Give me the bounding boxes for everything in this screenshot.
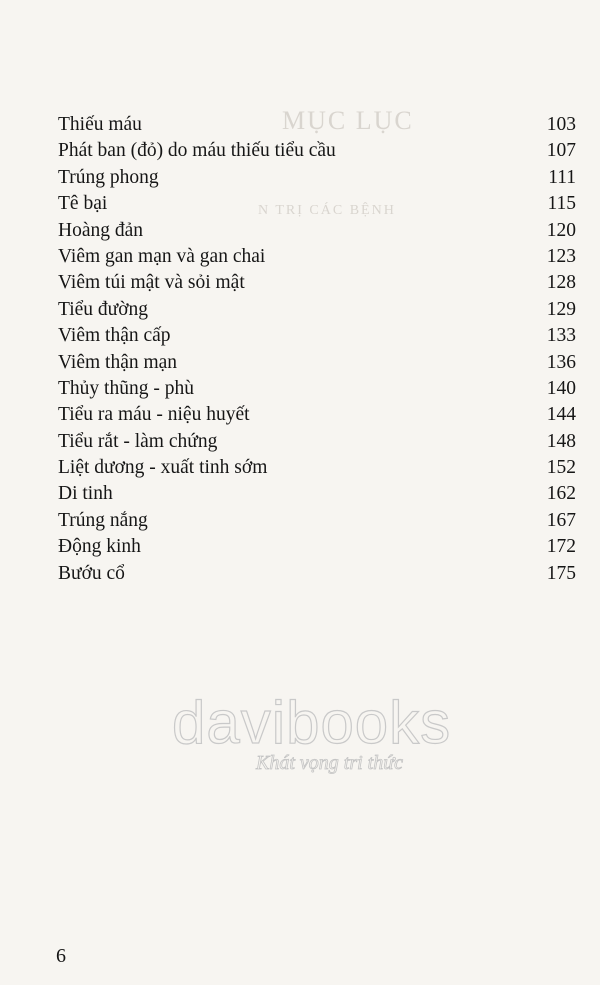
toc-entry — [58, 376, 578, 402]
toc-entry-title: Trúng nắng — [58, 509, 148, 531]
toc-entry — [58, 218, 578, 244]
toc-entry-title: Tiểu ra máu - niệu huyết — [58, 404, 250, 426]
toc-entry-title: Tê bại — [58, 193, 108, 215]
toc-entry — [58, 165, 578, 191]
toc-entry-page: 123 — [546, 245, 576, 267]
toc-entry-page: 128 — [546, 272, 576, 294]
page-number: 6 — [56, 945, 66, 967]
toc-entry-title: Viêm thận cấp — [58, 325, 171, 347]
toc-entry-title: Động kinh — [58, 536, 141, 558]
toc-entry — [58, 534, 578, 560]
toc-entry — [58, 244, 578, 270]
toc-entry-page: 172 — [546, 536, 576, 558]
toc-entry — [58, 270, 578, 296]
toc-entry-title: Liệt dương - xuất tinh sớm — [58, 457, 268, 479]
toc-entry-page: 167 — [546, 509, 576, 531]
toc-entry-page: 162 — [546, 483, 576, 505]
toc-entry-title: Phát ban (đỏ) do máu thiếu tiểu cầu — [58, 140, 336, 162]
toc-entry-page: 111 — [548, 166, 576, 188]
toc-entry — [58, 481, 578, 507]
toc-entry-page: 133 — [546, 325, 576, 347]
bleed-through-mark: MỤC LỤC — [282, 106, 414, 135]
toc-entry — [58, 297, 578, 323]
toc-entry-title: Thiếu máu — [58, 114, 142, 135]
toc-entry-title: Viêm túi mật và sỏi mật — [58, 272, 245, 294]
table-of-contents — [58, 112, 578, 587]
toc-entry-page: 120 — [546, 219, 576, 241]
toc-entry-page: 140 — [546, 377, 576, 399]
watermark-logo: davibooks — [172, 689, 452, 756]
toc-entry-page: 175 — [546, 562, 576, 584]
toc-entry-page: 136 — [546, 351, 576, 373]
toc-entry-title: Trúng phong — [58, 166, 159, 188]
toc-entry-page: 148 — [546, 430, 576, 452]
toc-entry — [58, 323, 578, 349]
toc-entry-page: 152 — [546, 457, 576, 479]
toc-entry — [58, 350, 578, 376]
toc-entry — [58, 429, 578, 455]
toc-entry-title: Hoàng đản — [58, 219, 144, 241]
toc-entry-page: 103 — [546, 114, 576, 135]
toc-entry — [58, 138, 578, 164]
toc-entry-title: Di tinh — [58, 483, 113, 505]
toc-entry-title: Bướu cổ — [58, 562, 125, 584]
toc-entry — [58, 191, 578, 217]
toc-entry-page: 107 — [546, 140, 576, 162]
toc-entry — [58, 112, 578, 138]
toc-entry — [58, 402, 578, 428]
bleed-through-mark: N TRỊ CÁC BỆNH — [258, 203, 396, 218]
toc-entry-title: Tiểu rắt - làm chứng — [58, 430, 218, 452]
toc-entry — [58, 508, 578, 534]
toc-entry-title: Viêm gan mạn và gan chai — [58, 245, 266, 267]
toc-entry-page: 115 — [547, 193, 576, 215]
toc-entry-page: 129 — [546, 298, 576, 320]
toc-entry-title: Thủy thũng - phù — [58, 377, 194, 399]
toc-entry-title: Viêm thận mạn — [58, 351, 178, 373]
toc-entry — [58, 455, 578, 481]
toc-entry-page: 144 — [546, 404, 576, 426]
toc-entry-title: Tiểu đường — [58, 298, 149, 320]
toc-entry — [58, 561, 578, 587]
watermark-tagline: Khát vọng tri thức — [256, 752, 404, 774]
